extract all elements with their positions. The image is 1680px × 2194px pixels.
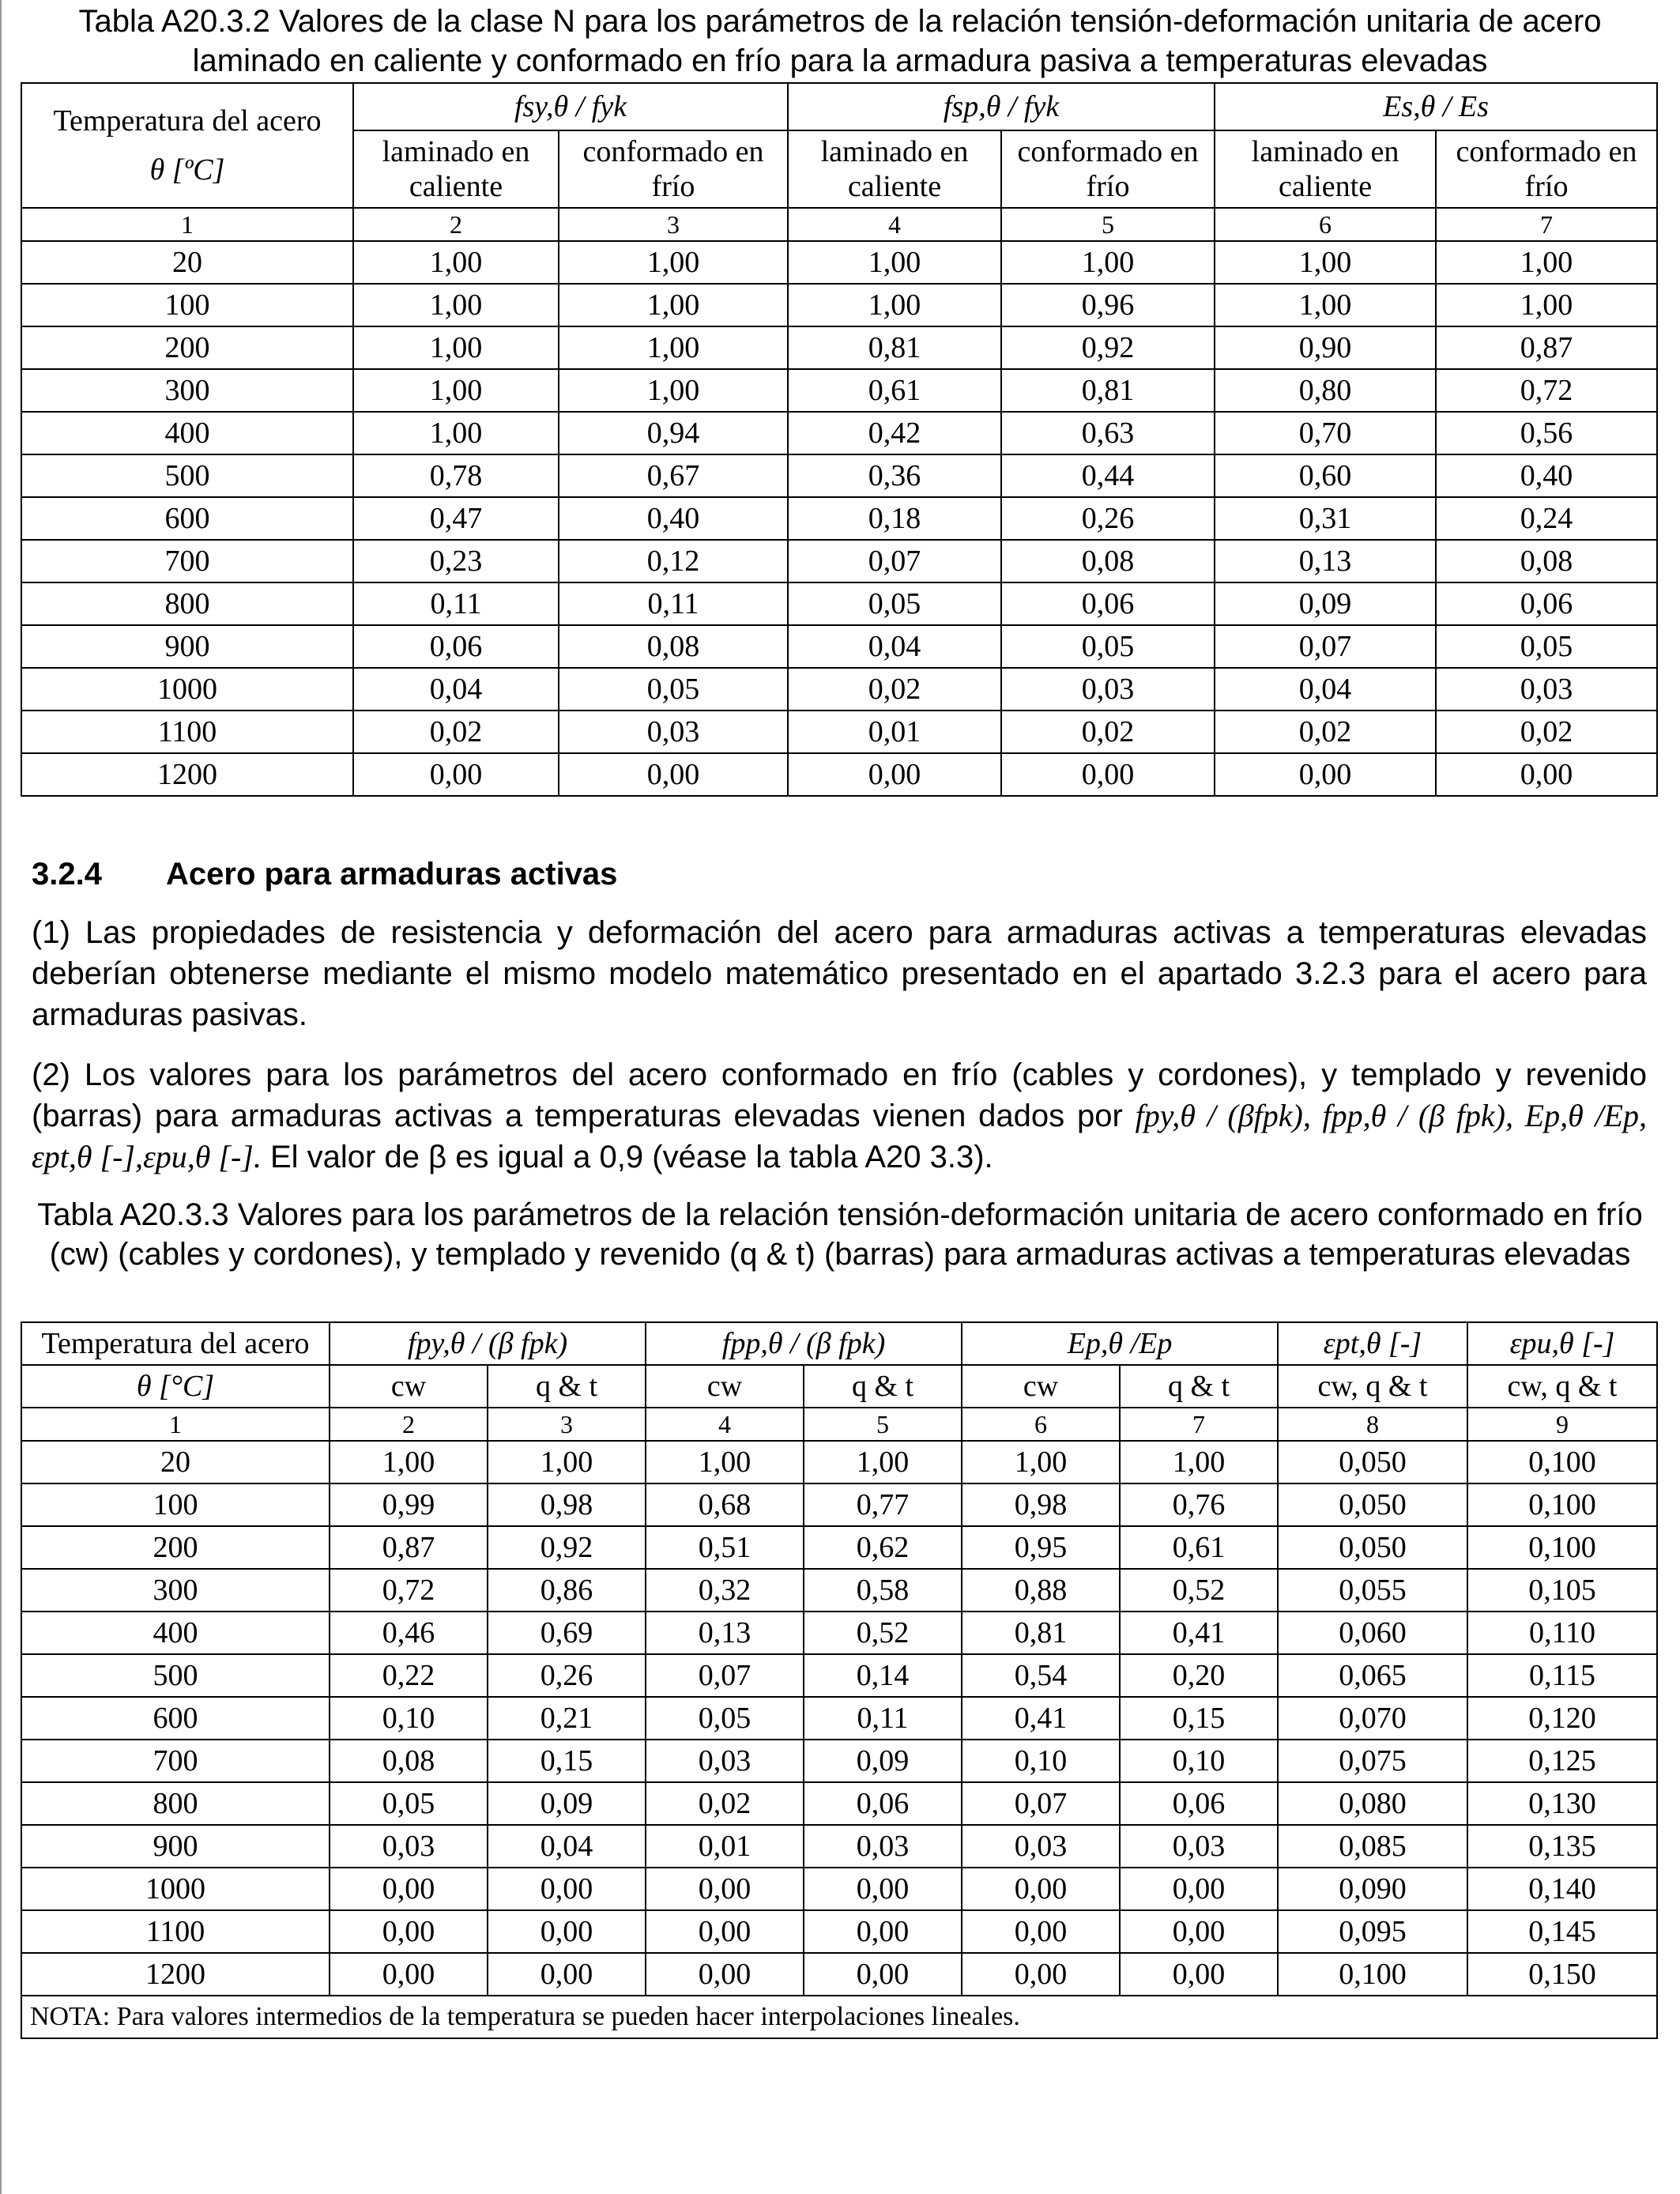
table2-note: NOTA: Para valores intermedios de la temperatura se pueden hacer interpolaciones lineales.	[21, 1996, 1657, 2038]
value-cell: 0,13	[1215, 540, 1436, 582]
table1-sub-cold: conformado en frío	[1436, 130, 1657, 208]
temperature-cell: 1100	[21, 1910, 330, 1953]
table1-sub-cold: conformado en frío	[1001, 130, 1215, 208]
value-cell: 0,68	[646, 1483, 804, 1526]
value-cell: 0,06	[1001, 582, 1215, 625]
value-cell: 1,00	[353, 284, 559, 326]
value-cell: 0,00	[962, 1868, 1120, 1910]
value-cell: 1,00	[1436, 241, 1657, 284]
value-cell: 0,09	[488, 1782, 646, 1825]
table-row	[21, 369, 1657, 412]
temperature-cell: 500	[21, 1654, 330, 1697]
value-cell: 0,100	[1278, 1953, 1467, 1996]
value-cell: 0,15	[488, 1740, 646, 1782]
temperature-cell: 20	[21, 241, 353, 284]
temperature-cell: 1000	[21, 1868, 330, 1910]
value-cell: 0,03	[559, 711, 788, 753]
table-row	[21, 711, 1657, 753]
value-cell: 0,06	[1436, 582, 1657, 625]
value-cell: 0,11	[353, 582, 559, 625]
value-cell: 0,05	[559, 668, 788, 711]
table-row	[21, 1654, 1657, 1697]
value-cell: 0,40	[559, 497, 788, 540]
value-cell: 0,44	[1001, 454, 1215, 497]
temperature-cell: 800	[21, 1782, 330, 1825]
temperature-cell: 20	[21, 1441, 330, 1483]
value-cell: 0,105	[1467, 1569, 1657, 1612]
value-cell: 1,00	[646, 1441, 804, 1483]
table-row	[21, 1441, 1657, 1483]
value-cell: 0,99	[330, 1483, 488, 1526]
value-cell: 0,04	[788, 625, 1001, 668]
value-cell: 0,04	[1215, 668, 1436, 711]
temperature-cell: 1200	[21, 1953, 330, 1996]
paragraph-2-symbols: fpy,θ / (βfpk), fpp,θ / (β fpk), Ep,θ /Ep, εpt,θ [-],εpu,θ [-].	[32, 1098, 1647, 1174]
table2-header	[21, 1322, 1657, 1408]
value-cell: 0,60	[1215, 454, 1436, 497]
table-row	[21, 1868, 1657, 1910]
value-cell: 0,46	[330, 1612, 488, 1654]
table2-group-epu: εpu,θ [-]	[1467, 1322, 1657, 1365]
value-cell: 0,065	[1278, 1654, 1467, 1697]
value-cell: 0,67	[559, 454, 788, 497]
value-cell: 0,07	[1215, 625, 1436, 668]
value-cell: 0,00	[962, 1953, 1120, 1996]
table-row	[21, 625, 1657, 668]
table1-caption: Tabla A20.3.2 Valores de la clase N para los parámetros de la relación tensión-deformación unitaria de acero laminado en caliente y conformado en frío para la armadura pasiva a temperaturas elevadas	[78, 4, 1602, 78]
value-cell: 0,70	[1215, 412, 1436, 454]
value-cell: 1,00	[353, 326, 559, 369]
value-cell: 0,05	[1001, 625, 1215, 668]
value-cell: 0,100	[1467, 1526, 1657, 1569]
value-cell: 0,81	[962, 1612, 1120, 1654]
table-row	[21, 1825, 1657, 1868]
value-cell: 0,00	[330, 1910, 488, 1953]
table-row	[21, 241, 1657, 284]
value-cell: 0,22	[330, 1654, 488, 1697]
value-cell: 0,00	[646, 1953, 804, 1996]
value-cell: 0,98	[488, 1483, 646, 1526]
table1-body	[21, 208, 1657, 796]
value-cell: 0,10	[330, 1697, 488, 1740]
value-cell: 0,18	[788, 497, 1001, 540]
table-row	[21, 753, 1657, 796]
temperature-cell: 600	[21, 497, 353, 540]
table-row	[21, 1697, 1657, 1740]
value-cell: 0,07	[962, 1782, 1120, 1825]
value-cell: 0,05	[646, 1697, 804, 1740]
value-cell: 0,58	[804, 1569, 962, 1612]
value-cell: 0,03	[962, 1825, 1120, 1868]
table2-group-ept: εpt,θ [-]	[1278, 1322, 1467, 1365]
table1-sub-hot: laminado en caliente	[1215, 130, 1436, 208]
value-cell: 0,15	[1120, 1697, 1278, 1740]
column-number: 1	[21, 208, 353, 241]
value-cell: 0,130	[1467, 1782, 1657, 1825]
table-row	[21, 1910, 1657, 1953]
value-cell: 0,61	[788, 369, 1001, 412]
value-cell: 0,140	[1467, 1868, 1657, 1910]
table1-sub-hot: laminado en caliente	[788, 130, 1001, 208]
value-cell: 0,06	[804, 1782, 962, 1825]
value-cell: 0,04	[488, 1825, 646, 1868]
paragraph-2	[32, 1054, 1647, 1178]
temperature-cell: 100	[21, 284, 353, 326]
value-cell: 0,61	[1120, 1526, 1278, 1569]
value-cell: 0,56	[1436, 412, 1657, 454]
value-cell: 0,00	[1120, 1910, 1278, 1953]
column-number-row	[21, 1408, 1657, 1441]
value-cell: 0,03	[1001, 668, 1215, 711]
column-number: 2	[330, 1408, 488, 1441]
column-number: 3	[559, 208, 788, 241]
value-cell: 0,050	[1278, 1483, 1467, 1526]
value-cell: 0,00	[788, 753, 1001, 796]
value-cell: 0,060	[1278, 1612, 1467, 1654]
temperature-cell: 1000	[21, 668, 353, 711]
section-number: 3.2.4	[32, 857, 102, 892]
value-cell: 0,47	[353, 497, 559, 540]
value-cell: 0,02	[1215, 711, 1436, 753]
value-cell: 0,14	[804, 1654, 962, 1697]
value-cell: 0,00	[1001, 753, 1215, 796]
value-cell: 0,95	[962, 1526, 1120, 1569]
value-cell: 0,01	[646, 1825, 804, 1868]
value-cell: 0,00	[646, 1910, 804, 1953]
value-cell: 0,81	[788, 326, 1001, 369]
table-row	[21, 1483, 1657, 1526]
value-cell: 0,76	[1120, 1483, 1278, 1526]
value-cell: 1,00	[1001, 241, 1215, 284]
value-cell: 0,03	[646, 1740, 804, 1782]
column-number: 4	[788, 208, 1001, 241]
table-row	[21, 1953, 1657, 1996]
column-number: 7	[1120, 1408, 1278, 1441]
page-left-border	[0, 0, 2, 2194]
value-cell: 1,00	[559, 284, 788, 326]
value-cell: 0,070	[1278, 1697, 1467, 1740]
value-cell: 0,81	[1001, 369, 1215, 412]
table2-sub-cw: cw	[330, 1365, 488, 1408]
temperature-cell: 200	[21, 326, 353, 369]
table-row	[21, 668, 1657, 711]
paragraph-2-text: (2) Los valores para los parámetros del acero conformado en frío (cables y cordones), y templado y revenido (barras) para armaduras activas a temperaturas elevadas vienen dados por	[32, 1057, 1647, 1133]
column-number: 5	[804, 1408, 962, 1441]
value-cell: 0,90	[1215, 326, 1436, 369]
value-cell: 0,05	[330, 1782, 488, 1825]
column-number: 8	[1278, 1408, 1467, 1441]
table1-header	[21, 83, 1657, 208]
value-cell: 0,77	[804, 1483, 962, 1526]
value-cell: 0,20	[1120, 1654, 1278, 1697]
value-cell: 0,08	[559, 625, 788, 668]
value-cell: 1,00	[353, 241, 559, 284]
paragraph-2-tail: El valor de β es igual a 0,9 (véase la tabla A20 3.3).	[269, 1140, 993, 1174]
table1-sub-hot: laminado en caliente	[353, 130, 559, 208]
table1-temp-unit: θ [ºC]	[149, 153, 225, 187]
value-cell: 0,100	[1467, 1483, 1657, 1526]
value-cell: 0,00	[330, 1953, 488, 1996]
table1-group-fsy: fsy,θ / fyk	[353, 83, 788, 130]
value-cell: 0,69	[488, 1612, 646, 1654]
value-cell: 0,125	[1467, 1740, 1657, 1782]
table-row	[21, 1569, 1657, 1612]
value-cell: 0,00	[804, 1953, 962, 1996]
table1	[21, 82, 1658, 797]
value-cell: 1,00	[788, 241, 1001, 284]
value-cell: 0,02	[646, 1782, 804, 1825]
value-cell: 0,120	[1467, 1697, 1657, 1740]
table2-sub-qt: q & t	[488, 1365, 646, 1408]
paragraph-1: (1) Las propiedades de resistencia y deformación del acero para armaduras activas a temperaturas elevadas deberían obtenerse mediante el mismo modelo matemático presentado en el apartado 3.2.3 para el acero para armaduras pasivas.	[32, 915, 1647, 1032]
value-cell: 1,00	[559, 241, 788, 284]
value-cell: 0,10	[962, 1740, 1120, 1782]
column-number: 9	[1467, 1408, 1657, 1441]
table2-sub-cw: cw	[962, 1365, 1120, 1408]
table-row	[21, 1612, 1657, 1654]
value-cell: 0,08	[1001, 540, 1215, 582]
value-cell: 0,150	[1467, 1953, 1657, 1996]
table-row	[21, 412, 1657, 454]
value-cell: 0,72	[1436, 369, 1657, 412]
value-cell: 0,110	[1467, 1612, 1657, 1654]
temperature-cell: 700	[21, 1740, 330, 1782]
temperature-cell: 600	[21, 1697, 330, 1740]
value-cell: 0,050	[1278, 1526, 1467, 1569]
value-cell: 0,63	[1001, 412, 1215, 454]
value-cell: 0,72	[330, 1569, 488, 1612]
value-cell: 0,87	[330, 1526, 488, 1569]
value-cell: 0,00	[1215, 753, 1436, 796]
value-cell: 0,04	[353, 668, 559, 711]
value-cell: 0,00	[488, 1953, 646, 1996]
value-cell: 0,62	[804, 1526, 962, 1569]
value-cell: 0,00	[804, 1910, 962, 1953]
value-cell: 0,80	[1215, 369, 1436, 412]
table1-sub-cold: conformado en frío	[559, 130, 788, 208]
value-cell: 0,11	[559, 582, 788, 625]
value-cell: 1,00	[353, 412, 559, 454]
value-cell: 0,00	[962, 1910, 1120, 1953]
table2-caption: Tabla A20.3.3 Valores para los parámetros de la relación tensión-deformación unitaria de acero conformado en frío (cw) (cables y cordones), y templado y revenido (q & t) (barras) para armaduras activas a temperaturas elevadas	[37, 1197, 1643, 1272]
value-cell: 0,41	[1120, 1612, 1278, 1654]
value-cell: 0,01	[788, 711, 1001, 753]
value-cell: 0,54	[962, 1654, 1120, 1697]
table-row	[21, 1526, 1657, 1569]
temperature-cell: 500	[21, 454, 353, 497]
value-cell: 0,03	[804, 1825, 962, 1868]
table2-sub-cw: cw	[646, 1365, 804, 1408]
value-cell: 0,05	[1436, 625, 1657, 668]
value-cell: 0,98	[962, 1483, 1120, 1526]
temperature-cell: 400	[21, 412, 353, 454]
value-cell: 0,075	[1278, 1740, 1467, 1782]
temperature-cell: 1100	[21, 711, 353, 753]
value-cell: 1,00	[788, 284, 1001, 326]
value-cell: 1,00	[330, 1441, 488, 1483]
table2-temp-unit: θ [°C]	[21, 1365, 330, 1408]
value-cell: 0,12	[559, 540, 788, 582]
value-cell: 0,10	[1120, 1740, 1278, 1782]
table1-group-es: Es,θ / Es	[1215, 83, 1657, 130]
table2-group-ep: Ep,θ /Ep	[962, 1322, 1278, 1365]
value-cell: 0,050	[1278, 1441, 1467, 1483]
table-row	[21, 1740, 1657, 1782]
value-cell: 0,090	[1278, 1868, 1467, 1910]
table2-group-fpy: fpy,θ / (β fpk)	[330, 1322, 646, 1365]
table2-sub-both: cw, q & t	[1467, 1365, 1657, 1408]
value-cell: 0,06	[1120, 1782, 1278, 1825]
value-cell: 1,00	[1120, 1441, 1278, 1483]
value-cell: 0,00	[353, 753, 559, 796]
value-cell: 0,51	[646, 1526, 804, 1569]
table2-temp-label: Temperatura del acero	[21, 1322, 330, 1365]
table-row	[21, 540, 1657, 582]
value-cell: 0,09	[804, 1740, 962, 1782]
value-cell: 0,52	[1120, 1569, 1278, 1612]
temperature-cell: 800	[21, 582, 353, 625]
column-number: 6	[962, 1408, 1120, 1441]
table1-temp-label: Temperatura del acero	[53, 104, 322, 138]
table1-temp-header	[21, 83, 353, 208]
value-cell: 1,00	[804, 1441, 962, 1483]
value-cell: 0,02	[1001, 711, 1215, 753]
table-row	[21, 1782, 1657, 1825]
temperature-cell: 900	[21, 625, 353, 668]
value-cell: 0,080	[1278, 1782, 1467, 1825]
value-cell: 0,92	[1001, 326, 1215, 369]
value-cell: 0,09	[1215, 582, 1436, 625]
temperature-cell: 700	[21, 540, 353, 582]
value-cell: 0,87	[1436, 326, 1657, 369]
temperature-cell: 100	[21, 1483, 330, 1526]
table-row	[21, 454, 1657, 497]
column-number: 7	[1436, 208, 1657, 241]
column-number: 1	[21, 1408, 330, 1441]
value-cell: 0,11	[804, 1697, 962, 1740]
value-cell: 0,78	[353, 454, 559, 497]
value-cell: 0,32	[646, 1569, 804, 1612]
value-cell: 0,00	[488, 1868, 646, 1910]
column-number: 2	[353, 208, 559, 241]
column-number: 4	[646, 1408, 804, 1441]
table2-sub-both: cw, q & t	[1278, 1365, 1467, 1408]
table2-sub-qt: q & t	[804, 1365, 962, 1408]
value-cell: 0,31	[1215, 497, 1436, 540]
value-cell: 0,52	[804, 1612, 962, 1654]
temperature-cell: 1200	[21, 753, 353, 796]
value-cell: 0,00	[1436, 753, 1657, 796]
value-cell: 0,095	[1278, 1910, 1467, 1953]
value-cell: 0,00	[559, 753, 788, 796]
table1-group-fsp: fsp,θ / fyk	[788, 83, 1215, 130]
value-cell: 1,00	[353, 369, 559, 412]
value-cell: 0,08	[330, 1740, 488, 1782]
value-cell: 0,42	[788, 412, 1001, 454]
value-cell: 0,085	[1278, 1825, 1467, 1868]
value-cell: 0,03	[1436, 668, 1657, 711]
section-heading	[32, 857, 617, 892]
value-cell: 0,26	[1001, 497, 1215, 540]
value-cell: 0,00	[804, 1868, 962, 1910]
value-cell: 0,86	[488, 1569, 646, 1612]
value-cell: 1,00	[962, 1441, 1120, 1483]
value-cell: 0,03	[330, 1825, 488, 1868]
value-cell: 1,00	[1215, 241, 1436, 284]
value-cell: 0,40	[1436, 454, 1657, 497]
value-cell: 0,21	[488, 1697, 646, 1740]
table2-body	[21, 1408, 1657, 1996]
table2-sub-qt: q & t	[1120, 1365, 1278, 1408]
value-cell: 0,41	[962, 1697, 1120, 1740]
value-cell: 0,06	[353, 625, 559, 668]
value-cell: 0,24	[1436, 497, 1657, 540]
value-cell: 0,92	[488, 1526, 646, 1569]
value-cell: 0,02	[788, 668, 1001, 711]
table2-group-fpp: fpp,θ / (β fpk)	[646, 1322, 962, 1365]
value-cell: 0,07	[788, 540, 1001, 582]
value-cell: 0,26	[488, 1654, 646, 1697]
value-cell: 0,36	[788, 454, 1001, 497]
value-cell: 0,23	[353, 540, 559, 582]
column-number: 6	[1215, 208, 1436, 241]
value-cell: 0,96	[1001, 284, 1215, 326]
value-cell: 0,00	[1120, 1953, 1278, 1996]
value-cell: 0,03	[1120, 1825, 1278, 1868]
section-title: Acero para armaduras activas	[166, 857, 618, 892]
value-cell: 0,00	[488, 1910, 646, 1953]
value-cell: 1,00	[559, 369, 788, 412]
value-cell: 0,055	[1278, 1569, 1467, 1612]
column-number: 5	[1001, 208, 1215, 241]
value-cell: 1,00	[1215, 284, 1436, 326]
value-cell: 0,05	[788, 582, 1001, 625]
table2	[21, 1321, 1658, 2039]
value-cell: 0,00	[1120, 1868, 1278, 1910]
temperature-cell: 300	[21, 369, 353, 412]
table-row	[21, 284, 1657, 326]
column-number-row	[21, 208, 1657, 241]
value-cell: 1,00	[1436, 284, 1657, 326]
value-cell: 0,08	[1436, 540, 1657, 582]
value-cell: 1,00	[559, 326, 788, 369]
temperature-cell: 900	[21, 1825, 330, 1868]
value-cell: 1,00	[488, 1441, 646, 1483]
table-row	[21, 582, 1657, 625]
table-row	[21, 497, 1657, 540]
value-cell: 0,115	[1467, 1654, 1657, 1697]
value-cell: 0,13	[646, 1612, 804, 1654]
column-number: 3	[488, 1408, 646, 1441]
value-cell: 0,07	[646, 1654, 804, 1697]
value-cell: 0,00	[646, 1868, 804, 1910]
value-cell: 0,100	[1467, 1441, 1657, 1483]
table-row	[21, 326, 1657, 369]
temperature-cell: 200	[21, 1526, 330, 1569]
value-cell: 0,135	[1467, 1825, 1657, 1868]
value-cell: 0,02	[353, 711, 559, 753]
value-cell: 0,00	[330, 1868, 488, 1910]
temperature-cell: 300	[21, 1569, 330, 1612]
value-cell: 0,145	[1467, 1910, 1657, 1953]
value-cell: 0,94	[559, 412, 788, 454]
value-cell: 0,02	[1436, 711, 1657, 753]
temperature-cell: 400	[21, 1612, 330, 1654]
value-cell: 0,88	[962, 1569, 1120, 1612]
